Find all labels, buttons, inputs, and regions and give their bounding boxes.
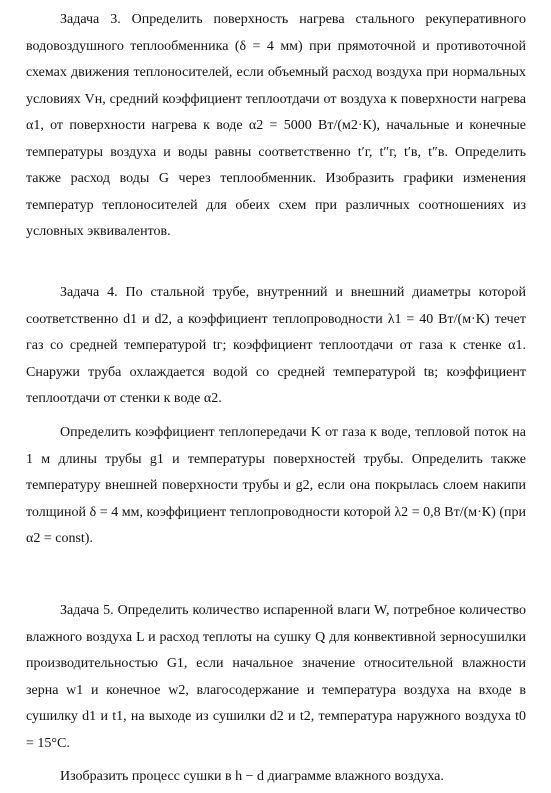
- task-5-paragraph-2: Изобразить процесс сушки в h − d диаграмме влажного воздуха.: [60, 769, 444, 784]
- task-5-paragraph: Задача 5. Определить количество испаренной влаги W, потребное количество влажного воздуха L и расход теплоты на сушку Q для конвективной зерносушилки производительностью G1, если начальное значение относительной влажности зерна w1 и конечное w2, влагосодержание и температура воздуха на входе в сушилку d1 и t1, на выходе из сушилки d2 и t2, температура наружного воздуха t0 = 15°С.: [26, 603, 526, 751]
- task-4-paragraph: Задача 4. По стальной трубе, внутренний и внешний диаметры которой соответственно d1 и d2, а коэффициент теплопроводности λ1 = 40 Вт/(м·К) течет газ со средней температурой tг; коэффициент теплоотдачи от газа к стенке α1. Снаружи труба охлаждается водой со средней температурой tв; коэффициент теплоотдачи от стенки к воде α2.: [26, 285, 526, 406]
- task-4-paragraph-2: Определить коэффициент теплопередачи K от газа к воде, тепловой поток на 1 м длины трубы g1 и температуры поверхностей трубы. Определить также температуру внешней поверхности трубы и g2, если она покрылась слоем накипи толщиной δ = 4 мм, коэффициент теплопроводности которой λ2 = 0,8 Вт/(м·К) (при α2 = const).: [26, 425, 526, 546]
- task-3-paragraph: Задача 3. Определить поверхность нагрева стального рекуперативного водовоздушного теплообменника (δ = 4 мм) при прямоточной и противоточной схемах движения теплоносителей, если объемный расход воздуха при нормальных условиях Vн, средний коэффициент теплоотдачи от воздуха к поверхности нагрева α1, от поверхности нагрева к воде α2 = 5000 Вт/(м2·К), начальные и конечные температуры воздуха и воды равны соответственно t′г, t″г, t′в, t″в. Определить также расход воды G через теплообменник. Изобразить графики изменения температур теплоносителей для обеих схем при различных соотношениях из условных эквивалентов.: [26, 12, 526, 239]
